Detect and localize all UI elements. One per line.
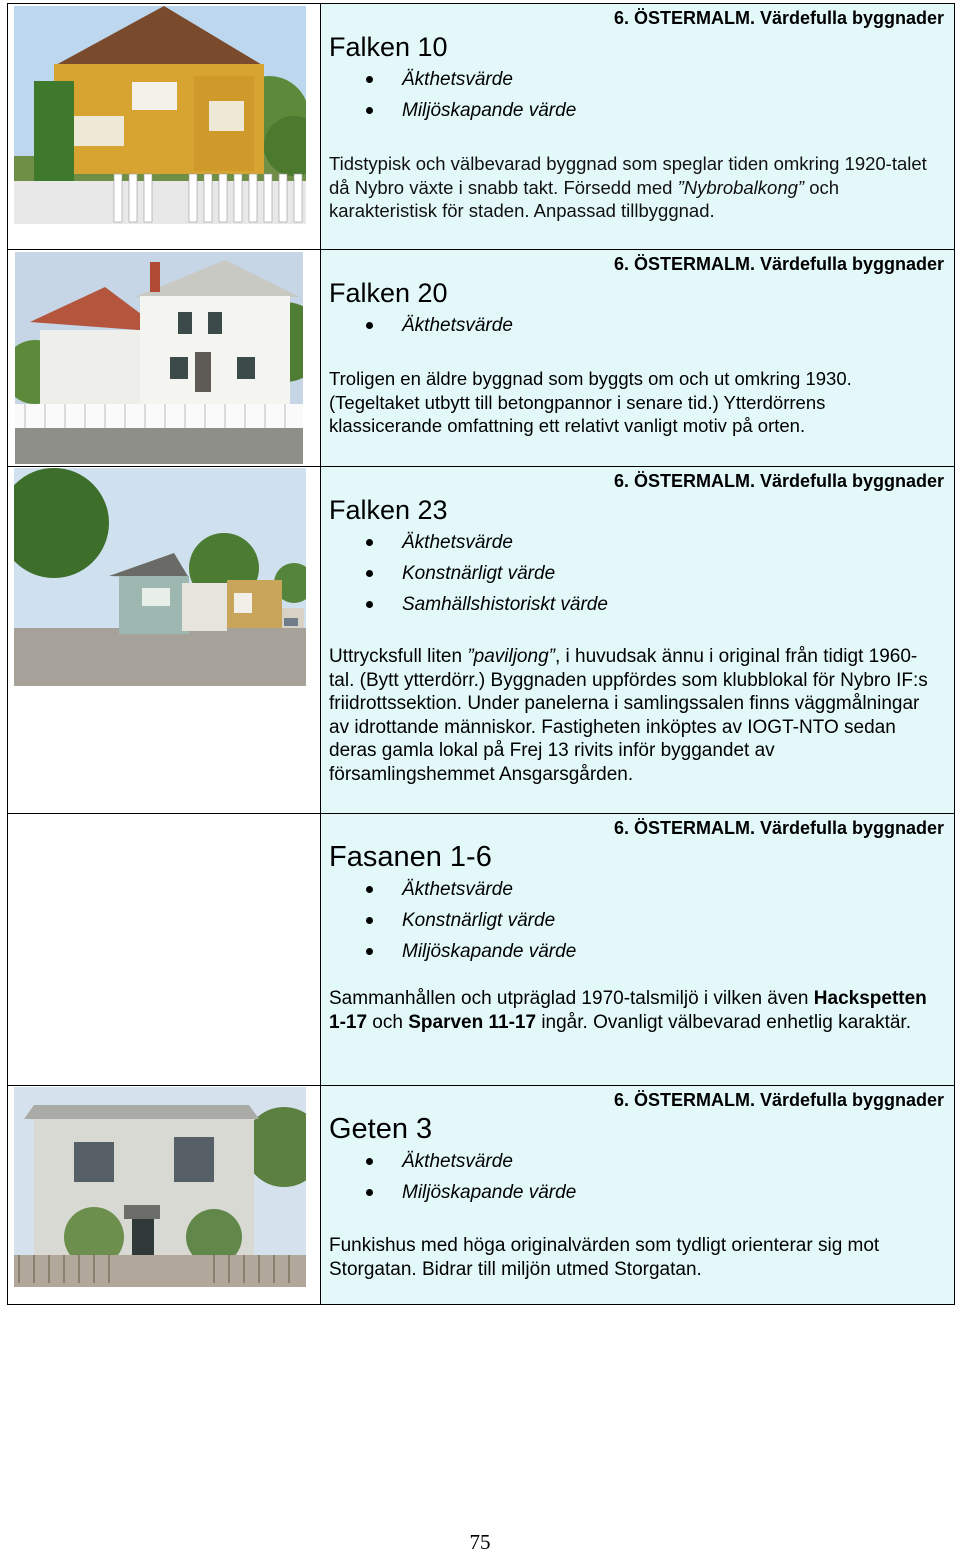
- entry-info: [321, 250, 955, 467]
- value-item: Miljöskapande värde: [329, 936, 954, 967]
- photo-cell: [8, 4, 321, 250]
- photo-cell: [8, 250, 321, 467]
- property-description: Funkishus med höga originalvärden som tydligt orienterar sig mot Storgatan. Bidrar till miljön utmed Storgatan.: [329, 1235, 880, 1280]
- value-item: Miljöskapande värde: [329, 1177, 954, 1208]
- entry-row: [8, 467, 955, 814]
- value-list: [321, 64, 954, 126]
- value-item: Miljöskapande värde: [329, 95, 954, 126]
- region-label: 6. ÖSTERMALM. Värdefulla byggnader: [613, 254, 944, 274]
- entry-info: [321, 467, 955, 814]
- entry-info: [321, 4, 955, 250]
- property-name: Falken 20: [329, 278, 448, 308]
- entry-row: [8, 4, 955, 250]
- value-item: Konstnärligt värde: [329, 558, 954, 589]
- entry-info: [321, 1086, 955, 1305]
- property-name: Falken 23: [329, 495, 448, 525]
- value-item: Äkthetsvärde: [329, 1146, 954, 1177]
- value-list: [321, 874, 954, 967]
- value-item: Äkthetsvärde: [329, 527, 954, 558]
- value-item: Äkthetsvärde: [329, 310, 954, 341]
- region-label: 6. ÖSTERMALM. Värdefulla byggnader: [613, 818, 944, 838]
- value-item: Äkthetsvärde: [329, 64, 954, 95]
- functionalist-house-photo: [14, 1087, 306, 1287]
- property-name: Geten 3: [329, 1113, 433, 1145]
- property-name: Falken 10: [329, 32, 448, 62]
- value-item: Äkthetsvärde: [329, 874, 954, 905]
- page-number: 75: [469, 1530, 491, 1554]
- property-name: Fasanen 1-6: [329, 841, 492, 873]
- photo-cell: [8, 814, 321, 1086]
- property-description: Troligen en äldre byggnad som byggts om och ut omkring 1930. (Tegeltaket utbytt till betongpannor i senare tid.) Ytterdörrens klassicerande omfattning ett relativt vanligt motiv på orten.: [329, 368, 852, 436]
- entry-row: [8, 1086, 955, 1305]
- property-inventory-table: [7, 3, 955, 1305]
- region-label: 6. ÖSTERMALM. Värdefulla byggnader: [613, 8, 944, 28]
- region-label: 6. ÖSTERMALM. Värdefulla byggnader: [613, 1090, 944, 1110]
- property-description: Uttrycksfull liten ”paviljong”, i huvudsak ännu i original från tidigt 1960-tal. (Bytt ytterdörr.) Byggnaden uppfördes som klubblokal för Nybro IF:s friidrottssektion. Under panelerna i samlingssalen finns väggmålningar av idrottande människor. Fastigheten inköptes av IOGT-NTO sedan deras gamla lokal på Frej 13 rivits inför byggandet av församlingshemmet Ansgarsgården.: [329, 646, 928, 785]
- entry-row: [8, 814, 955, 1086]
- value-item: Konstnärligt värde: [329, 905, 954, 936]
- property-description: Tidstypisk och välbevarad byggnad som speglar tiden omkring 1920-talet då Nybro växte i snabb takt. Försedd med ”Nybrobalkong” och karakteristisk för staden. Anpassad tillbyggnad.: [329, 153, 927, 221]
- property-description: Sammanhållen och utpräglad 1970-talsmiljö i vilken även Hackspetten 1-17 och Sparven 11-17 ingår. Ovanligt välbevarad enhetlig karaktär.: [329, 988, 927, 1033]
- entry-row: [8, 250, 955, 467]
- value-list: [321, 1146, 954, 1208]
- entry-info: [321, 814, 955, 1086]
- value-list: [321, 310, 954, 341]
- value-item: Samhällshistoriskt värde: [329, 589, 954, 620]
- region-label: 6. ÖSTERMALM. Värdefulla byggnader: [613, 471, 944, 491]
- white-house-photo: [15, 252, 303, 464]
- yellow-wooden-villa-photo: [14, 6, 306, 224]
- pavilion-photo: [14, 468, 306, 686]
- photo-cell: [8, 1086, 321, 1305]
- photo-cell: [8, 467, 321, 814]
- value-list: [321, 527, 954, 620]
